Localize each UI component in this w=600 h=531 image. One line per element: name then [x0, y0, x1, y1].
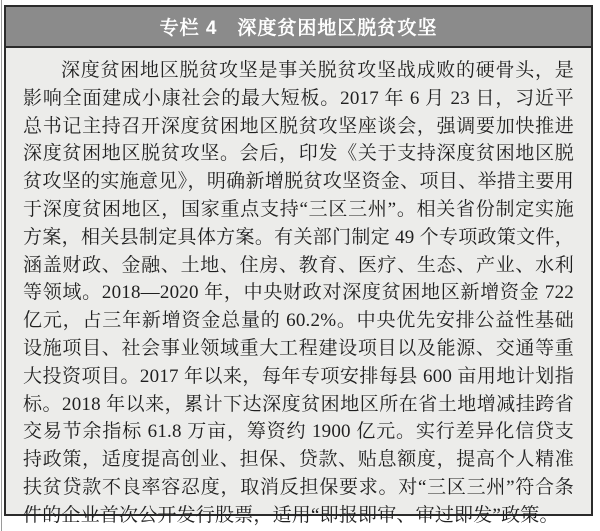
column-box-body — [6, 48, 591, 530]
column-box-header — [6, 7, 591, 48]
column-box-paragraph: 深度贫困地区脱贫攻坚是事关脱贫攻坚战成败的硬骨头，是影响全面建成小康社会的最大短板。2017 年 6 月 23 日，习近平总书记主持召开深度贫困地区脱贫攻坚座谈会，强调要加快推进深度贫困地区脱贫攻坚。会后，印发《关于支持深度贫困地区脱贫攻坚的实施意见》，明确新增脱贫攻坚资金、项目、举措主要用于深度贫困地区，国家重点支持“三区三州”。相关省份制定实施方案，相关县制定具体方案。有关部门制定 49 个专项政策文件，涵盖财政、金融、土地、住房、教育、医疗、生态、产业、水利等领域。2018—2020 年，中央财政对深度贫困地区新增资金 722 亿元，占三年新增资金总量的 60.2%。中央优先安排公益性基础设施项目、社会事业领域重大工程建设项目以及能源、交通等重大投资项目。2017 年以来，每年专项安排每县 600 亩用地计划指标。2018 年以来，累计下达深度贫困地区所在省土地增减挂跨省交易节余指标 61.8 万亩，筹资约 1900 亿元。实行差异化信贷支持政策，适度提高创业、担保、贷款、贴息额度，提高个人精准扶贫贷款不良率容忍度，取消反担保要求。对“三区三州”符合条件的企业首次公开发行股票，适用“即报即审、审过即发”政策。 — [23, 60, 574, 526]
scan-edge-line — [1, 0, 2, 531]
column-box — [4, 5, 593, 526]
column-box-title: 专栏 4 深度贫困地区脱贫攻坚 — [159, 18, 438, 39]
